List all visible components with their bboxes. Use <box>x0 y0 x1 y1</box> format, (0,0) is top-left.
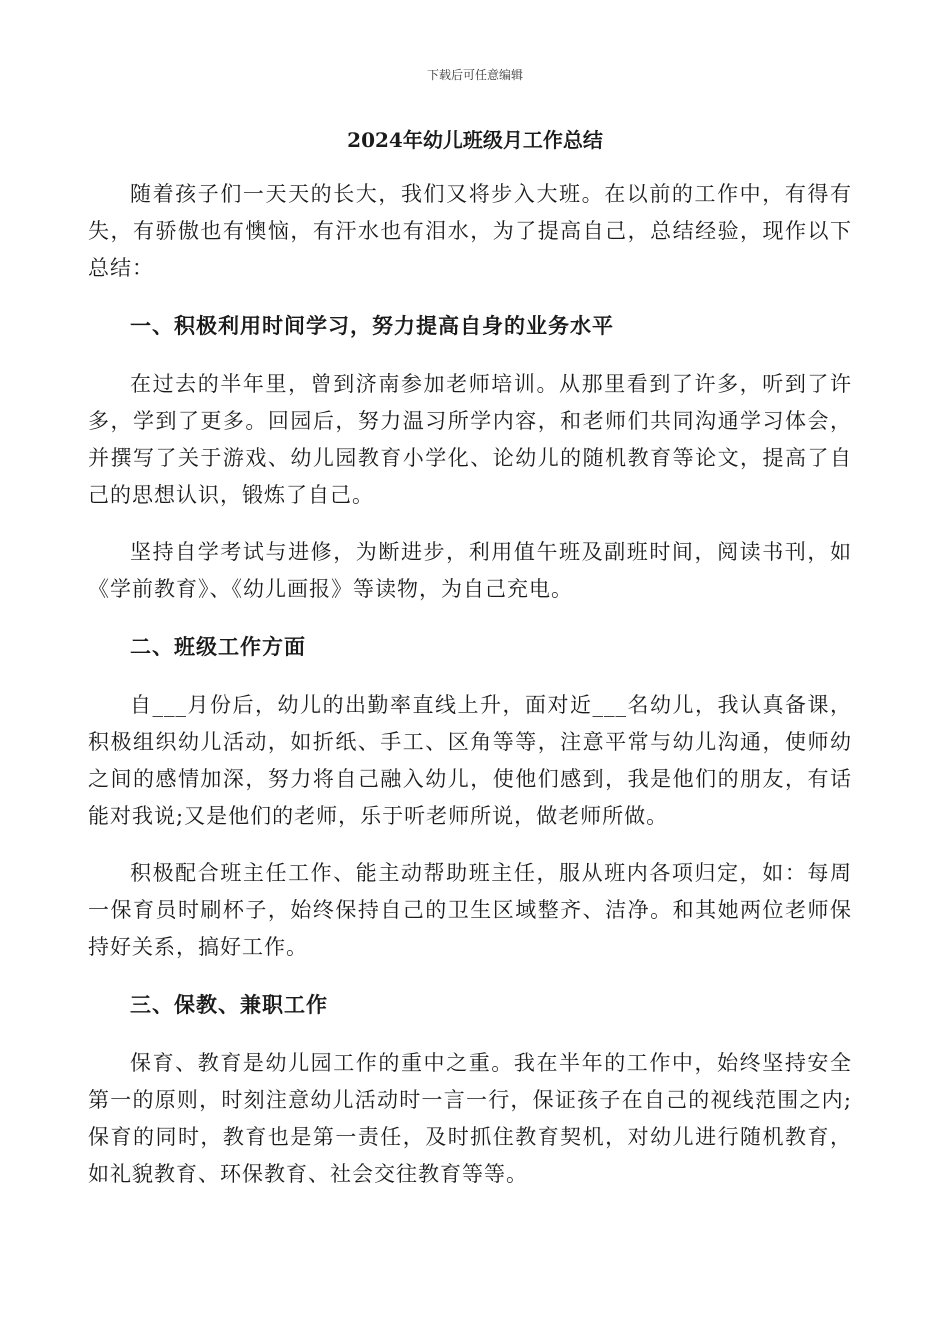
page-header-note: 下载后可任意编辑 <box>426 68 523 82</box>
section-heading-2: 二、班级工作方面 <box>130 634 306 659</box>
section-2-paragraph-1: 自___月份后，幼儿的出勤率直线上升，面对近___名幼儿，我认真备课，积极组织幼儿活动，如折纸、手工、区角等等，注意平常与幼儿沟通，使师幼之间的感情加深，努力将自己融入幼儿，使他们感到，我是他们的朋友，有话能对我说;又是他们的老师，乐于听老师所说，做老师所做。 <box>88 693 852 828</box>
document-body <box>88 176 852 1213</box>
document-title: 2024年幼儿班级月工作总结 <box>347 128 603 152</box>
section-1-paragraph-2: 坚持自学考试与进修，为断进步，利用值午班及副班时间，阅读书刊，如《学前教育》、《幼儿画报》等读物，为自己充电。 <box>88 540 852 601</box>
intro-paragraph: 随着孩子们一天天的长大，我们又将步入大班。在以前的工作中，有得有失，有骄傲也有懊恼，有汗水也有泪水，为了提高自己，总结经验，现作以下总结： <box>88 182 852 280</box>
section-heading-1: 一、积极利用时间学习，努力提高自身的业务水平 <box>130 313 614 338</box>
section-1-paragraph-1: 在过去的半年里，曾到济南参加老师培训。从那里看到了许多，听到了许多，学到了更多。回园后，努力温习所学内容，和老师们共同沟通学习体会，并撰写了关于游戏、幼儿园教育小学化、论幼儿的随机教育等论文，提高了自己的思想认识，锻炼了自己。 <box>88 372 852 507</box>
section-2-paragraph-2: 积极配合班主任工作、能主动帮助班主任，服从班内各项归定，如：每周一保育员时刷杯子，始终保持自己的卫生区域整齐、洁净。和其她两位老师保持好关系，搞好工作。 <box>88 861 852 959</box>
section-3-paragraph-1: 保育、教育是幼儿园工作的重中之重。我在半年的工作中，始终坚持安全第一的原则，时刻注意幼儿活动时一言一行，保证孩子在自己的视线范围之内;保育的同时，教育也是第一责任，及时抓住教育契机，对幼儿进行随机教育，如礼貌教育、环保教育、社会交往教育等等。 <box>88 1051 852 1186</box>
section-heading-3: 三、保教、兼职工作 <box>130 992 328 1017</box>
